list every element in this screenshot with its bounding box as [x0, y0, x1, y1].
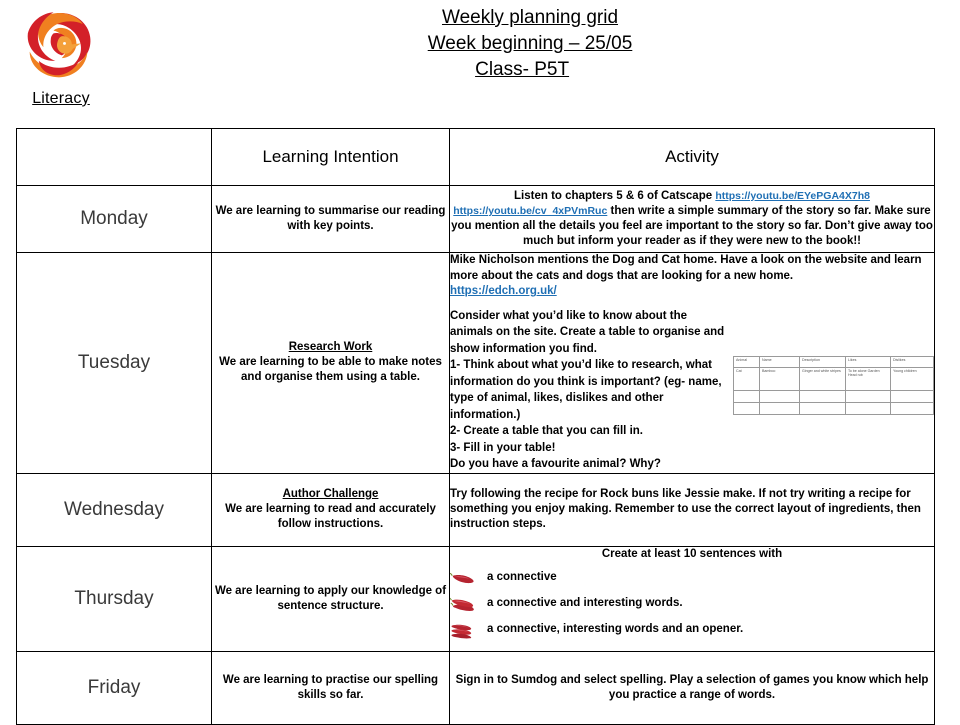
learning-intention-tuesday	[212, 253, 450, 474]
activity-rest: then write a simple summary of the story so far. Make sure you mention all the details you feel are important to the story so far. Don’t give away too much but inform your reader as if they were new to the book!!	[451, 205, 933, 247]
learning-intention-wednesday	[212, 473, 450, 546]
column-header-activity: Activity	[450, 129, 935, 186]
learning-intention-friday	[212, 651, 450, 724]
li-text: We are learning to be able to make notes and organise them using a table.	[219, 356, 442, 384]
title-line-1: Weekly planning grid	[441, 7, 619, 28]
mini-cell: Young children	[891, 367, 934, 390]
mini-table-row	[734, 402, 934, 414]
mini-cell	[734, 402, 760, 414]
example-table-image	[733, 356, 934, 415]
mini-cell: Bamboo	[760, 367, 800, 390]
day-label-monday: Monday	[17, 186, 212, 253]
activity-intro-block	[450, 253, 934, 308]
li-text: We are learning to apply our knowledge of sentence structure.	[214, 584, 447, 612]
difficulty-level-row	[450, 565, 934, 591]
difficulty-level-row	[450, 617, 934, 643]
mini-cell	[846, 402, 891, 414]
difficulty-level-label: a connective, interesting words and an opener.	[487, 623, 744, 635]
table-row	[17, 546, 935, 651]
column-header-learning-intention: Learning Intention	[212, 129, 450, 186]
mini-header-cell: Likes	[846, 356, 891, 367]
title-line-2: Week beginning – 25/05	[427, 33, 633, 54]
edch-link[interactable]: https://edch.org.uk/	[450, 285, 557, 297]
table-row	[17, 473, 935, 546]
mini-header-cell: Animal	[734, 356, 760, 367]
activity-heading: Create at least 10 sentences with	[601, 547, 783, 560]
youtube-link-1[interactable]: https://youtu.be/EYePGA4X7h8	[715, 190, 870, 202]
li-text: We are learning to practise our spelling skills so far.	[222, 673, 439, 701]
two-chilli-icon	[450, 593, 480, 615]
logo-block	[12, 4, 110, 108]
page-header	[0, 0, 960, 128]
activity-wednesday: Try following the recipe for Rock buns like Jessie make. If not try writing a recipe for something you enjoy making. Remember to use the correct layout of ingredients, then instruction steps.	[450, 473, 935, 546]
mini-cell: Ginger and white stripes	[800, 367, 846, 390]
activity-step-line: 2- Create a table that you can fill in.	[450, 425, 643, 437]
column-header-day	[17, 129, 212, 186]
li-text: We are learning to read and accurately follow instructions.	[225, 503, 436, 530]
logo-caption: Literacy	[32, 90, 90, 107]
activity-thursday	[450, 546, 935, 651]
activity-lead: Listen to chapters 5 & 6 of Catscape	[514, 190, 713, 202]
activity-monday	[450, 186, 935, 253]
page-title	[330, 5, 730, 83]
table-row	[17, 186, 935, 253]
activity-tuesday	[450, 253, 935, 474]
mini-cell	[800, 402, 846, 414]
mini-cell	[800, 390, 846, 402]
li-title: Research Work	[288, 341, 373, 354]
difficulty-level-label: a connective and interesting words.	[487, 597, 683, 609]
mini-cell	[760, 390, 800, 402]
learning-intention-thursday	[212, 546, 450, 651]
mini-header-cell: Dislikes	[891, 356, 934, 367]
activity-step-line: Do you have a favourite animal? Why?	[450, 458, 661, 470]
mini-header-cell: Name	[760, 356, 800, 367]
activity-detail-block	[450, 308, 934, 473]
activity-step-line: 3- Fill in your table!	[450, 441, 556, 454]
mini-header-cell: Description	[800, 356, 846, 367]
difficulty-level-label: a connective	[487, 571, 557, 583]
mini-cell	[891, 390, 934, 402]
activity-steps	[450, 308, 727, 473]
mini-cell	[891, 402, 934, 414]
table-row	[17, 651, 935, 724]
day-label-friday: Friday	[17, 651, 212, 724]
day-label-thursday: Thursday	[17, 546, 212, 651]
mini-table-row	[734, 367, 934, 390]
three-chilli-icon	[450, 619, 480, 641]
activity-step-line: 1- Think about what you’d like to research, what information do you think is important? (eg- name, type of animal, likes, dislikes and other information.)	[450, 359, 722, 421]
example-mini-table	[733, 356, 934, 415]
youtube-link-2[interactable]: https://youtu.be/cv_4xPVmRuc	[453, 205, 608, 217]
mini-cell: Cat	[734, 367, 760, 390]
mini-cell	[760, 402, 800, 414]
activity-friday: Sign in to Sumdog and select spelling. Play a selection of games you know which help you practice a range of words.	[450, 651, 935, 724]
mini-table-row	[734, 390, 934, 402]
activity-intro: Mike Nicholson mentions the Dog and Cat home. Have a look on the website and learn more about the cats and dogs that are looking for a new home.	[450, 254, 922, 282]
one-chilli-icon	[450, 567, 480, 589]
li-text: We are learning to summarise our reading with key points.	[215, 205, 446, 232]
day-label-tuesday: Tuesday	[17, 253, 212, 474]
title-line-3: Class- P5T	[475, 59, 570, 80]
mini-cell	[734, 390, 760, 402]
mini-cell: To be alone Garden Head rub	[846, 367, 891, 390]
difficulty-level-row	[450, 591, 934, 617]
mini-table-header-row	[734, 356, 934, 367]
table-row	[17, 253, 935, 474]
learning-intention-monday	[212, 186, 450, 253]
activity-step-line: Consider what you’d like to know about the animals on the site. Create a table to organise and show information you find.	[450, 309, 725, 355]
school-phoenix-logo-icon	[12, 4, 106, 92]
mini-cell	[846, 390, 891, 402]
planning-table	[16, 128, 935, 725]
table-header-row	[17, 129, 935, 186]
li-title: Author Challenge	[282, 488, 379, 500]
day-label-wednesday: Wednesday	[17, 473, 212, 546]
